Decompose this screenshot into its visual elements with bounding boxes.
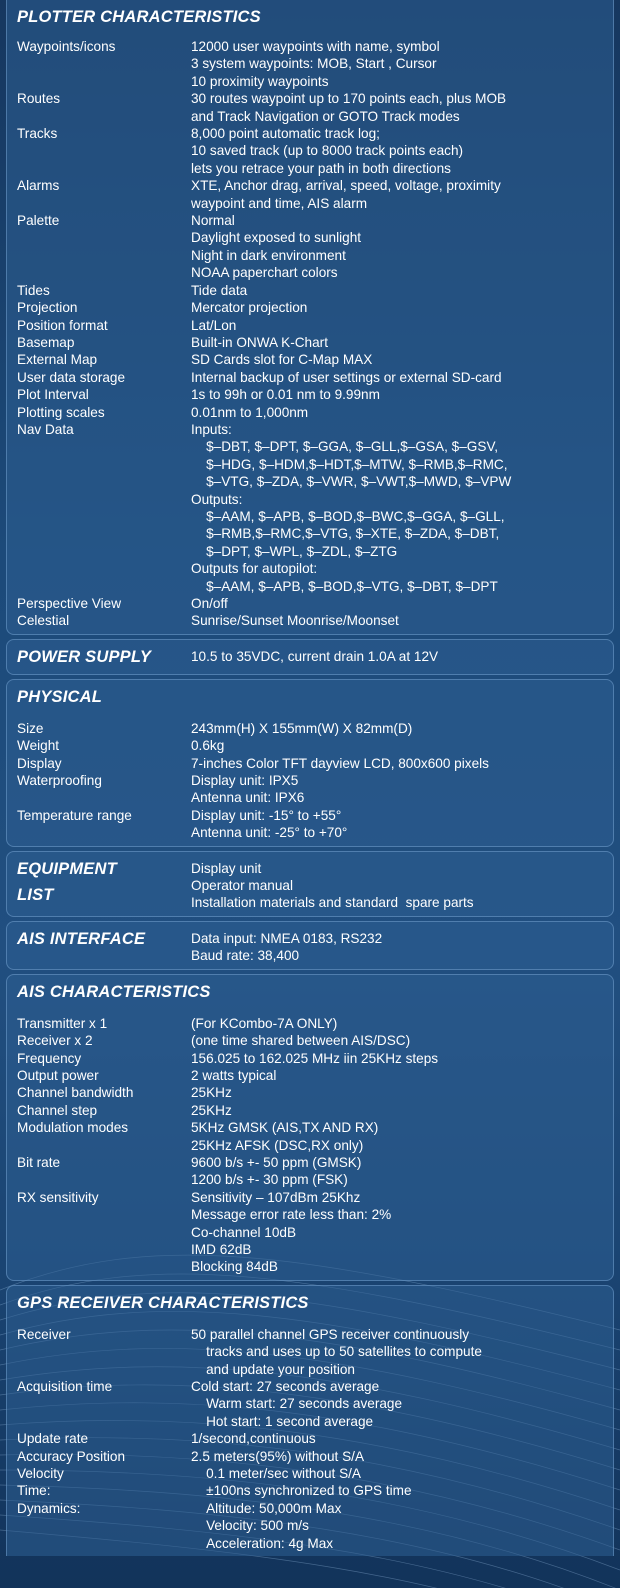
spec-value: 9600 b/s +- 50 ppm (GMSK) 1200 b/s +- 30 ppm (FSK): [191, 1154, 362, 1188]
spec-row: [17, 1326, 605, 1378]
spec-row: [17, 1015, 605, 1032]
spec-label: Basemap: [17, 334, 75, 350]
power-value: 10.5 to 35VDC, current drain 1.0A at 12V: [191, 648, 439, 664]
spec-label: Waterproofing: [17, 773, 102, 789]
spec-row: [17, 421, 605, 595]
section-physical: [6, 679, 614, 847]
spec-value: 30 routes waypoint up to 170 points each, plus MOB and Track Navigation or GOTO Track modes: [191, 91, 507, 124]
section-title-gps: GPS RECEIVER CHARACTERISTICS: [17, 1293, 309, 1312]
spec-row: [17, 334, 605, 351]
spec-row: [17, 1482, 605, 1499]
spec-label: Modulation modes: [17, 1120, 129, 1136]
spec-row: [17, 1119, 605, 1154]
spec-label: Perspective View: [17, 596, 122, 611]
spec-label: Waypoints/icons: [17, 39, 116, 54]
spec-label: Position format: [17, 317, 108, 333]
spec-value: ±100ns synchronized to GPS time: [191, 1483, 412, 1499]
spec-row: [17, 1189, 605, 1276]
spec-row: [17, 772, 605, 807]
section-ais-characteristics: [6, 974, 614, 1281]
spec-label: Display: [17, 755, 62, 771]
spec-row: [17, 90, 605, 125]
spec-label: Weight: [17, 738, 60, 754]
section-title-equipment: EQUIPMENT LIST: [17, 859, 117, 904]
spec-label: Time:: [17, 1483, 51, 1499]
spec-label: RX sensitivity: [17, 1189, 99, 1205]
spec-label: Tides: [17, 282, 50, 298]
spec-label: Acquisition time: [17, 1379, 113, 1394]
ais-interface-value: Data input: NMEA 0183, RS232 Baud rate: 38,400: [191, 930, 383, 964]
spec-label: Output power: [17, 1067, 99, 1083]
section-title-physical: PHYSICAL: [17, 687, 103, 706]
spec-label: Tracks: [17, 126, 58, 142]
spec-value: 25KHz: [191, 1085, 232, 1101]
spec-row: [17, 369, 605, 386]
spec-value: Display unit: -15° to +55° Antenna unit: -25° to +70°: [191, 807, 348, 841]
spec-row: [17, 720, 605, 737]
spec-row: [17, 212, 605, 282]
equipment-value: Display unit Operator manual Installation materials and standard spare parts: [191, 860, 474, 911]
spec-row: [17, 1500, 605, 1552]
spec-row: [17, 125, 605, 177]
spec-value: 7-inches Color TFT dayview LCD, 800x600 pixels: [191, 755, 489, 771]
section-equipment: [6, 851, 614, 917]
spec-value: Mercator projection: [191, 300, 308, 316]
section-plotter: [6, 0, 614, 635]
section-ais-interface: [6, 921, 614, 970]
spec-label: Transmitter x 1: [17, 1015, 108, 1031]
spec-value: XTE, Anchor drag, arrival, speed, voltage, proximity waypoint and time, AIS alarm: [191, 178, 501, 211]
spec-label: Size: [17, 720, 44, 736]
spec-row: [17, 351, 605, 368]
spec-value: 25KHz: [191, 1102, 232, 1118]
spec-value: 0.1 meter/sec without S/A: [191, 1466, 361, 1482]
spec-row: [17, 404, 605, 421]
spec-label: Channel bandwidth: [17, 1085, 134, 1101]
spec-label: Celestial: [17, 613, 70, 629]
spec-row: [17, 595, 605, 612]
spec-row: [17, 612, 605, 629]
spec-row: [17, 1465, 605, 1482]
spec-row: [17, 282, 605, 299]
spec-value: 0.6kg: [191, 738, 225, 754]
spec-label: Channel step: [17, 1102, 98, 1118]
spec-value: 1s to 99h or 0.01 nm to 9.99nm: [191, 387, 380, 403]
spec-row: [17, 1050, 605, 1067]
spec-value: Display unit: IPX5 Antenna unit: IPX6: [191, 773, 305, 806]
spec-row: [17, 1102, 605, 1119]
spec-value: Sunrise/Sunset Moonrise/Moonset: [191, 613, 399, 629]
spec-value: Normal Daylight exposed to sunlight Night in dark environment NOAA paperchart colors: [191, 213, 362, 281]
spec-value: 243mm(H) X 155mm(W) X 82mm(D): [191, 720, 413, 736]
spec-value: On/off: [191, 596, 228, 611]
spec-label: Receiver: [17, 1326, 71, 1342]
spec-label: Dynamics:: [17, 1500, 81, 1516]
section-title-ais-interface: AIS INTERFACE: [17, 929, 146, 948]
spec-row: [17, 299, 605, 316]
plotter-rows: [17, 38, 605, 630]
spec-label: Plotting scales: [17, 404, 105, 420]
ais-rows: [17, 1015, 605, 1276]
spec-value: 0.01nm to 1,000nm: [191, 404, 309, 420]
spec-row: [17, 1032, 605, 1049]
physical-rows: [17, 720, 605, 842]
spec-value: Cold start: 27 seconds average Warm start: 27 seconds average Hot start: 1 second average: [191, 1379, 403, 1429]
spec-label: Alarms: [17, 178, 60, 194]
spec-row: [17, 177, 605, 212]
spec-value: Internal backup of user settings or external SD-card: [191, 369, 502, 385]
spec-value: (one time shared between AIS/DSC): [191, 1033, 411, 1049]
spec-value: Built-in ONWA K-Chart: [191, 334, 328, 350]
spec-row: [17, 317, 605, 334]
spec-label: Palette: [17, 213, 60, 229]
spec-label: Accuracy Position: [17, 1448, 126, 1464]
section-title-plotter: PLOTTER CHARACTERISTICS: [17, 8, 261, 26]
gps-rows: [17, 1326, 605, 1552]
spec-value: (For KCombo-7A ONLY): [191, 1015, 338, 1031]
spec-value: 2.5 meters(95%) without S/A: [191, 1448, 365, 1464]
spec-label: Routes: [17, 91, 61, 107]
spec-label: Velocity: [17, 1466, 64, 1482]
spec-label: External Map: [17, 352, 98, 368]
spec-value: Sensitivity – 107dBm 25Khz Message error rate less than: 2% Co-channel 10dB IMD 62dB Blocking 84dB: [191, 1189, 392, 1275]
spec-value: Lat/Lon: [191, 317, 237, 333]
spec-row: [17, 737, 605, 754]
spec-value: 12000 user waypoints with name, symbol 3 system waypoints: MOB, Start , Cursor 10 proximity waypoints: [191, 39, 440, 89]
spec-row: [17, 1084, 605, 1101]
spec-row: [17, 1448, 605, 1465]
spec-value: 1/second,continuous: [191, 1431, 316, 1447]
spec-value: 50 parallel channel GPS receiver continuously tracks and uses up to 50 satellites to compute and update your position: [191, 1326, 482, 1377]
spec-value: Inputs: $–DBT, $–DPT, $–GGA, $–GLL,$–GSA, $–GSV, $–HDG, $–HDM,$–HDT,$–MTW, $–RMB,$–RMC, $–VTG, $–ZDA, $–VWR, $–VWT,$–MWD, $–VPW Outputs: $–AAM, $–APB, $–BOD,$–BWC,$–GGA, $–GLL, $–RMB,$–RMC,$–VTG, $–XTE, $–ZDA, $–DBT, $–DPT, $–WPL, $–ZDL, $–ZTG Outputs for autopilot: $–AAM, $–APB, $–BOD,$–VTG, $–DBT, $–DPT: [191, 421, 512, 594]
spec-label: Temperature range: [17, 807, 132, 823]
spec-row: [17, 755, 605, 772]
spec-label: Plot Interval: [17, 387, 89, 403]
spec-label: Projection: [17, 300, 78, 316]
section-title-power: POWER SUPPLY: [17, 647, 152, 666]
spec-value: SD Cards slot for C-Map MAX: [191, 352, 373, 368]
spec-value: 156.025 to 162.025 MHz iin 25KHz steps: [191, 1050, 439, 1066]
spec-value: 5KHz GMSK (AIS,TX AND RX) 25KHz AFSK (DSC,RX only): [191, 1120, 379, 1153]
spec-row: [17, 1067, 605, 1084]
spec-value: Altitude: 50,000m Max Velocity: 500 m/s Acceleration: 4g Max: [206, 1500, 342, 1551]
section-title-ais-characteristics: AIS CHARACTERISTICS: [17, 982, 211, 1001]
spec-label: Receiver x 2: [17, 1033, 93, 1049]
spec-label: Update rate: [17, 1431, 89, 1447]
section-gps: [6, 1285, 614, 1556]
spec-label: Frequency: [17, 1050, 82, 1066]
spec-value: Tide data: [191, 282, 248, 298]
spec-value: 8,000 point automatic track log; 10 saved track (up to 8000 track points each) lets you retrace your path in both directions: [191, 126, 464, 176]
spec-label: User data storage: [17, 369, 126, 385]
spec-row: [17, 1154, 605, 1189]
spec-row: [17, 1378, 605, 1430]
spec-row: [17, 807, 605, 842]
section-power: [6, 639, 614, 675]
spec-label: Nav Data: [17, 421, 74, 437]
spec-row: [17, 386, 605, 403]
spec-row: [17, 38, 605, 90]
spec-value: 2 watts typical: [191, 1067, 277, 1083]
spec-row: [17, 1430, 605, 1447]
spec-label: Bit rate: [17, 1154, 61, 1170]
